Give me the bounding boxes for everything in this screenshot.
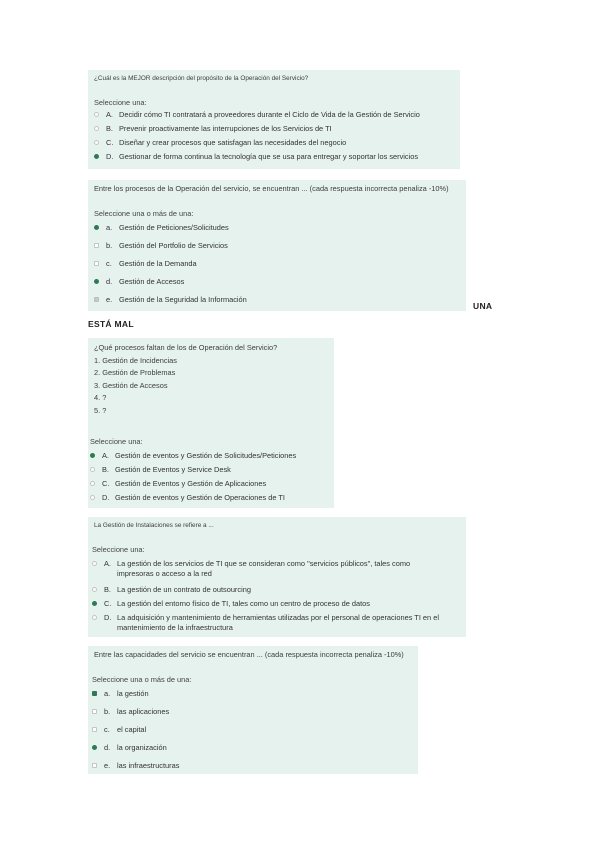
option-letter: D. (104, 613, 112, 622)
option-letter: D. (102, 493, 110, 502)
option-letter: B. (102, 465, 109, 474)
option-label: La adquisición y mantenimiento de herramientas utilizadas por el personal de operaciones TI en el mantenimiento de la infraestructura (117, 613, 439, 632)
option-a[interactable] (94, 223, 454, 233)
option-label: La gestión de un contrato de outsourcing (117, 585, 251, 594)
option-label: las infraestructuras (117, 761, 180, 770)
option-a[interactable] (94, 110, 456, 120)
instruction-text: Seleccione una: (92, 545, 145, 554)
checkbox-icon[interactable] (94, 243, 99, 248)
checkbox-icon[interactable] (94, 261, 99, 266)
option-d[interactable] (92, 613, 454, 632)
option-letter: b. (104, 707, 111, 716)
option-b[interactable] (92, 707, 412, 717)
option-label: Prevenir proactivamente las interrupciones de los Servicios de TI (119, 124, 332, 133)
checkbox-icon[interactable] (92, 727, 97, 732)
option-letter: a. (104, 689, 111, 698)
option-label: Decidir cómo TI contratará a proveedores durante el Ciclo de Vida de la Gestión de Servicio (119, 110, 420, 119)
option-letter: A. (106, 110, 113, 119)
question-text: Entre los procesos de la Operación del servicio, se encuentran ... (cada respuesta incorrecta penaliza -10%) (94, 184, 449, 193)
option-c[interactable] (90, 479, 330, 489)
radio-icon[interactable] (92, 587, 97, 592)
option-a[interactable] (92, 559, 454, 578)
option-letter: C. (104, 599, 112, 608)
question-text: La Gestión de Instalaciones se refiere a ... (94, 522, 214, 529)
note-esta-mal: ESTÁ MAL (88, 319, 134, 329)
checkbox-checked-icon[interactable] (94, 297, 99, 302)
option-label: Gestión de eventos y Gestión de Operaciones de TI (115, 493, 285, 502)
radio-selected-icon[interactable] (90, 453, 95, 458)
question-card-1 (88, 70, 460, 169)
option-d[interactable] (94, 277, 454, 287)
option-c[interactable] (94, 138, 456, 148)
instruction-text: Seleccione una o más de una: (92, 675, 192, 684)
option-letter: B. (104, 585, 111, 594)
option-c[interactable] (94, 259, 454, 269)
option-d[interactable] (90, 493, 330, 503)
option-e[interactable] (92, 761, 412, 771)
option-letter: D. (106, 152, 114, 161)
option-label: la gestión (117, 689, 149, 698)
question-text: ¿Cuál es la MEJOR descripción del propósito de la Operación del Servicio? (94, 75, 309, 82)
instruction-text: Seleccione una: (90, 437, 143, 446)
option-letter: d. (106, 277, 113, 286)
option-label: Gestión de eventos y Gestión de Solicitudes/Peticiones (115, 451, 297, 460)
question-card-5 (88, 646, 418, 774)
option-letter: d. (104, 743, 111, 752)
radio-selected-icon[interactable] (92, 745, 97, 750)
option-label: el capital (117, 725, 147, 734)
option-letter: A. (102, 451, 109, 460)
radio-icon[interactable] (92, 561, 97, 566)
option-label: Gestión de la Seguridad la Información (119, 295, 247, 304)
instruction-text: Seleccione una o más de una: (94, 209, 194, 218)
option-label: Gestionar de forma continua la tecnología que se usa para entregar y soportar los servicios (119, 152, 419, 161)
option-e[interactable] (94, 295, 454, 305)
option-d[interactable] (94, 152, 456, 162)
option-b[interactable] (94, 241, 454, 251)
option-label: La gestión de los servicios de TI que se consideran como "servicios públicos", tales como impresoras o acceso a la red (117, 559, 411, 578)
radio-selected-icon[interactable] (94, 225, 99, 230)
question-card-2 (88, 180, 466, 311)
option-letter: c. (106, 259, 112, 268)
option-b[interactable] (94, 124, 456, 134)
option-label: la organización (117, 743, 167, 752)
option-c[interactable] (92, 599, 454, 609)
option-a[interactable] (92, 689, 412, 699)
option-letter: e. (104, 761, 111, 770)
option-letter: A. (104, 559, 111, 568)
radio-selected-icon[interactable] (92, 601, 97, 606)
option-b[interactable] (92, 585, 454, 595)
radio-icon[interactable] (90, 481, 95, 486)
option-letter: C. (102, 479, 110, 488)
option-letter: e. (106, 295, 113, 304)
instruction-text: Seleccione una: (94, 98, 147, 107)
radio-icon[interactable] (92, 615, 97, 620)
option-letter: b. (106, 241, 113, 250)
option-letter: c. (104, 725, 110, 734)
option-a[interactable] (90, 451, 330, 461)
radio-icon[interactable] (90, 495, 95, 500)
option-c[interactable] (92, 725, 412, 735)
option-label: Gestión de Eventos y Gestión de Aplicaciones (115, 479, 267, 488)
option-label: Gestión de la Demanda (119, 259, 197, 268)
radio-selected-icon[interactable] (94, 154, 99, 159)
radio-icon[interactable] (94, 140, 99, 145)
option-letter: B. (106, 124, 113, 133)
option-label: Gestión de Peticiones/Solicitudes (119, 223, 229, 232)
option-d[interactable] (92, 743, 412, 753)
option-label: las aplicaciones (117, 707, 170, 716)
radio-selected-icon[interactable] (94, 279, 99, 284)
question-text: ¿Qué procesos faltan de los de Operación del Servicio? 1. Gestión de Incidencias 2. Gestión de Problemas 3. Gestión de Accesos 4. ? 5. ? (94, 343, 278, 415)
checkbox-checked-icon[interactable] (92, 691, 97, 696)
option-label: Gestión de Eventos y Service Desk (115, 465, 231, 474)
option-label: Gestión del Portfolio de Servicios (119, 241, 228, 250)
radio-icon[interactable] (94, 126, 99, 131)
option-label: Gestión de Accesos (119, 277, 185, 286)
option-letter: C. (106, 138, 114, 147)
question-card-4 (88, 517, 466, 637)
option-label: Diseñar y crear procesos que satisfagan las necesidades del negocio (119, 138, 347, 147)
checkbox-icon[interactable] (92, 763, 97, 768)
option-b[interactable] (90, 465, 330, 475)
option-letter: a. (106, 223, 113, 232)
question-card-3 (88, 338, 334, 508)
option-label: La gestión del entorno físico de TI, tales como un centro de proceso de datos (117, 599, 370, 608)
checkbox-icon[interactable] (92, 709, 97, 714)
radio-icon[interactable] (94, 112, 99, 117)
note-una: UNA (473, 301, 493, 311)
question-text: Entre las capacidades del servicio se encuentran ... (cada respuesta incorrecta penaliza -10%) (94, 650, 404, 659)
radio-icon[interactable] (90, 467, 95, 472)
